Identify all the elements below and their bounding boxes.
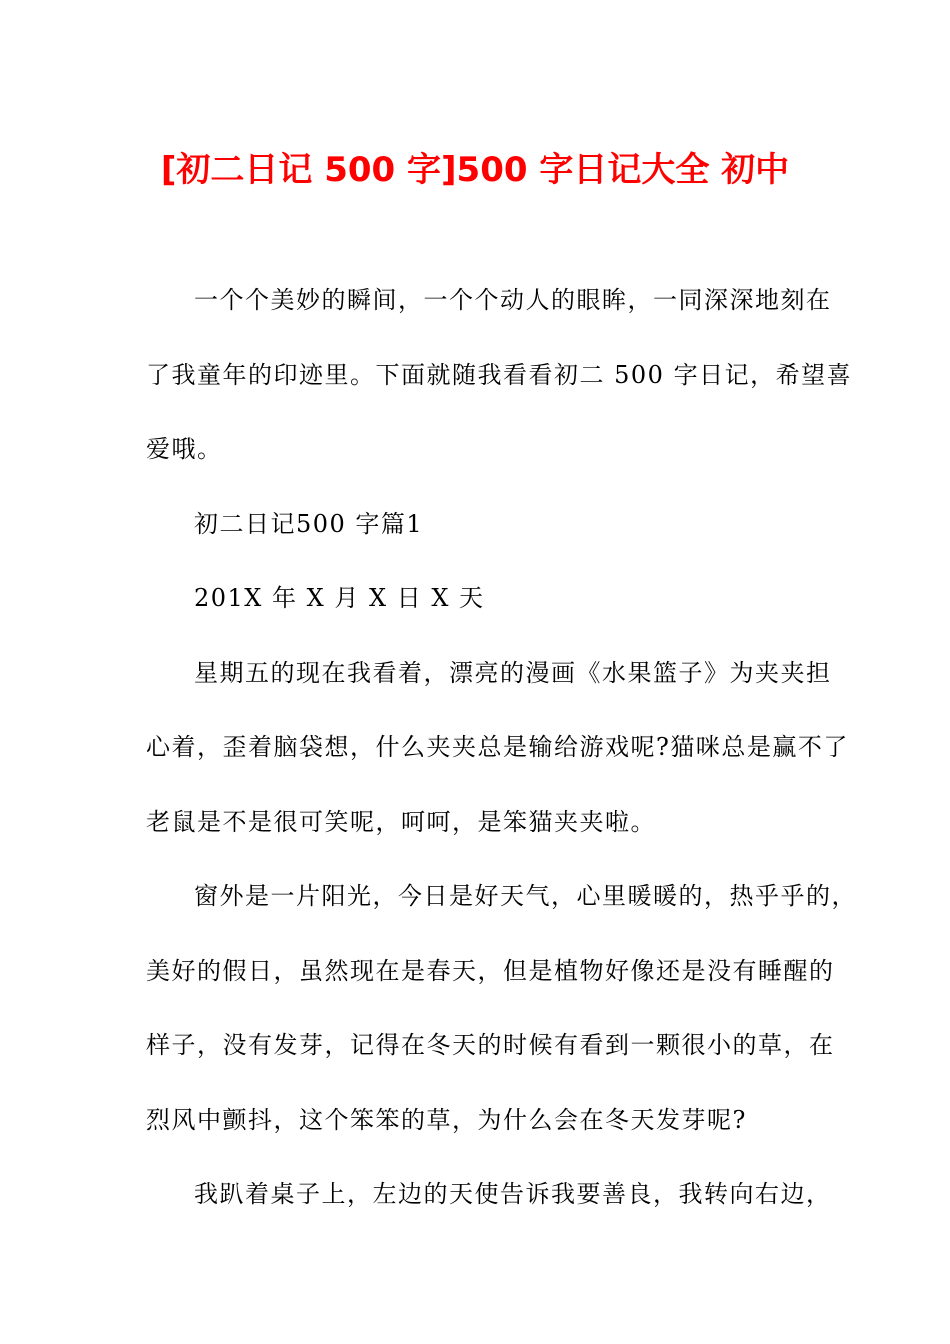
text-line-2: 了我童年的印迹里。下面就随我看看初二 500 字日记，希望喜: [146, 360, 853, 389]
text-line-4: 初二日记500 字篇1: [194, 509, 424, 538]
text-line-1: 一个个美妙的瞬间，一个个动人的眼眸，一同深深地刻在: [194, 286, 832, 314]
document-title: [初二日记 500 字]500 字日记大全 初中: [160, 150, 790, 190]
text-line-8: 老鼠是不是很可笑呢，呵呵，是笨猫夹夹啦。: [146, 807, 656, 836]
text-line-6: 星期五的现在我看着，漂亮的漫画《水果篮子》为夹夹担: [194, 658, 832, 687]
text-line-12: 烈风中颤抖，这个笨笨的草，为什么会在冬天发芽呢?: [146, 1105, 747, 1134]
text-line-13: 我趴着桌子上，左边的天使告诉我要善良，我转向右边，: [194, 1180, 832, 1208]
document-body: [146, 274, 857, 1243]
text-line-11: 样子，没有发芽，记得在冬天的时候有看到一颗很小的草，在: [146, 1031, 835, 1059]
text-line-7: 心着，歪着脑袋想，什么夹夹总是输给游戏呢?猫咪总是赢不了: [146, 733, 849, 761]
text-line-5: 201X 年 X 月 X 日 X 天: [194, 584, 485, 612]
text-line-9: 窗外是一片阳光，今日是好天气，心里暖暖的，热乎乎的，: [194, 882, 857, 910]
text-line-10: 美好的假日，虽然现在是春天，但是植物好像还是没有睡醒的: [146, 956, 835, 985]
text-line-3: 爱哦。: [146, 435, 223, 463]
